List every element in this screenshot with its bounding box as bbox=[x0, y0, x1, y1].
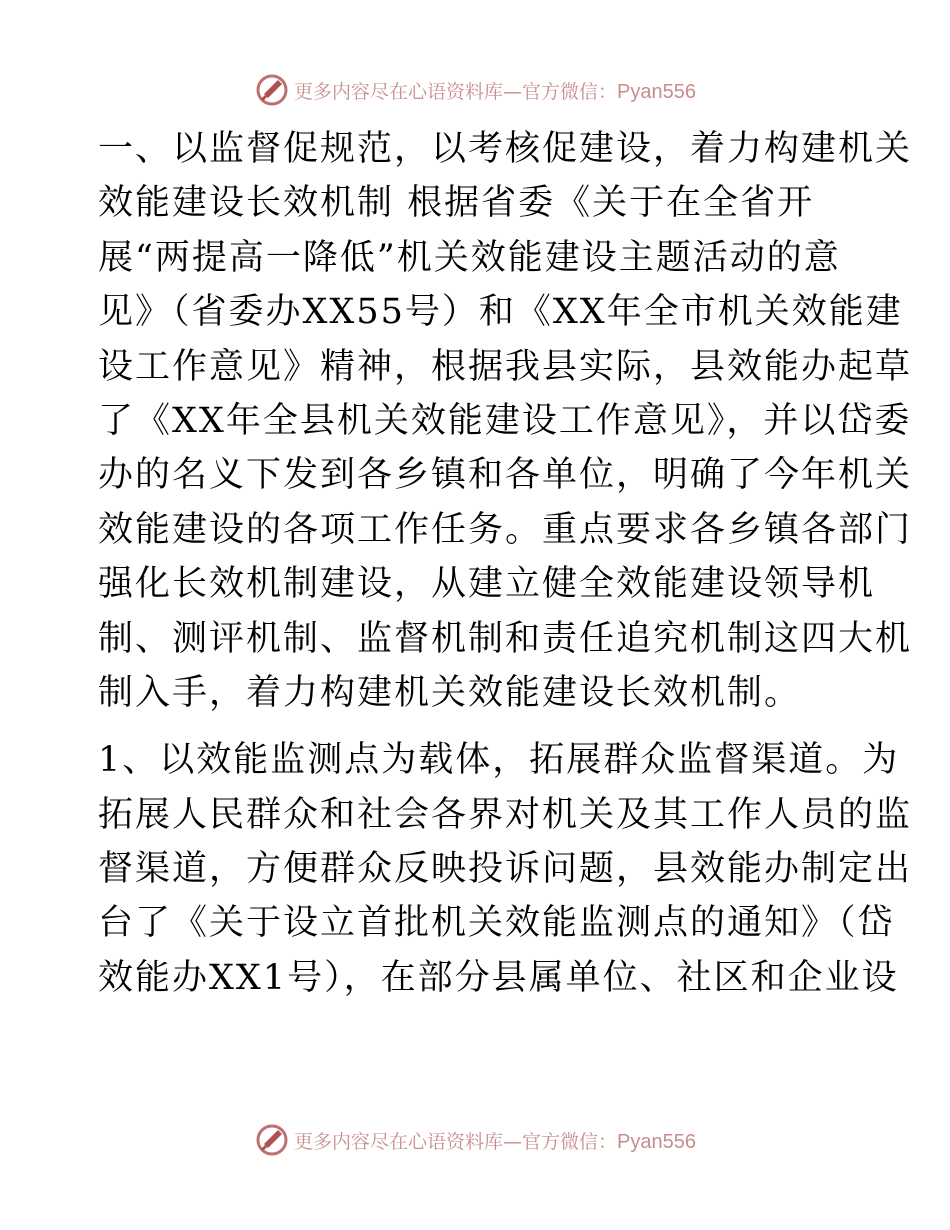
text-line: 见》（省委办XX55号）和《XX年全市机关效能建 bbox=[98, 292, 903, 333]
watermark-text: 更多内容尽在心语资料库—官方微信：Pyan556 bbox=[294, 80, 696, 103]
text-line: 制、测评机制、监督机制和责任追究机制这四大机 bbox=[98, 618, 913, 659]
text-line: 督渠道，方便群众反映投诉问题，县效能办制定出 bbox=[98, 849, 913, 890]
text-line: 台了《关于设立首批机关效能监测点的通知》（岱 bbox=[98, 903, 895, 944]
watermark-text: 更多内容尽在心语资料库—官方微信：Pyan556 bbox=[294, 1130, 696, 1153]
text-line: 强化长效机制建设，从建立健全效能建设领导机 bbox=[98, 564, 876, 605]
footer-watermark bbox=[0, 1120, 950, 1160]
header-watermark bbox=[0, 70, 950, 110]
text-line: 1、以效能监测点为载体，拓展群众监督渠道。为 bbox=[98, 740, 900, 781]
text-line: 效能办XX1号），在部分县属单位、社区和企业设 bbox=[98, 957, 899, 998]
text-line: 效能建设的各项工作任务。重点要求各乡镇各部门 bbox=[98, 509, 913, 550]
text-line: 拓展人民群众和社会各界对机关及其工作人员的监 bbox=[98, 794, 913, 835]
paragraph-2 bbox=[98, 733, 913, 1005]
brand-logo-icon bbox=[254, 72, 290, 108]
text-line: 了《XX年全县机关效能建设工作意见》，并以岱委 bbox=[98, 400, 912, 441]
text-line: 制入手，着力构建机关效能建设长效机制。 bbox=[98, 672, 802, 713]
text-line: 一、以监督促规范，以考核促建设，着力构建机关 bbox=[98, 129, 913, 169]
brand-logo-icon bbox=[254, 1122, 290, 1158]
text-line: 展“两提高一降低”机关效能建设主题活动的意 bbox=[98, 237, 841, 278]
document-body bbox=[98, 122, 913, 1005]
text-line: 办的名义下发到各乡镇和各单位，明确了今年机关 bbox=[98, 455, 913, 496]
text-line: 效能建设长效机制 根据省委《关于在全省开 bbox=[98, 183, 815, 224]
text-line: 设工作意见》精神，根据我县实际，县效能办起草 bbox=[98, 346, 913, 387]
paragraph-1 bbox=[98, 122, 913, 720]
